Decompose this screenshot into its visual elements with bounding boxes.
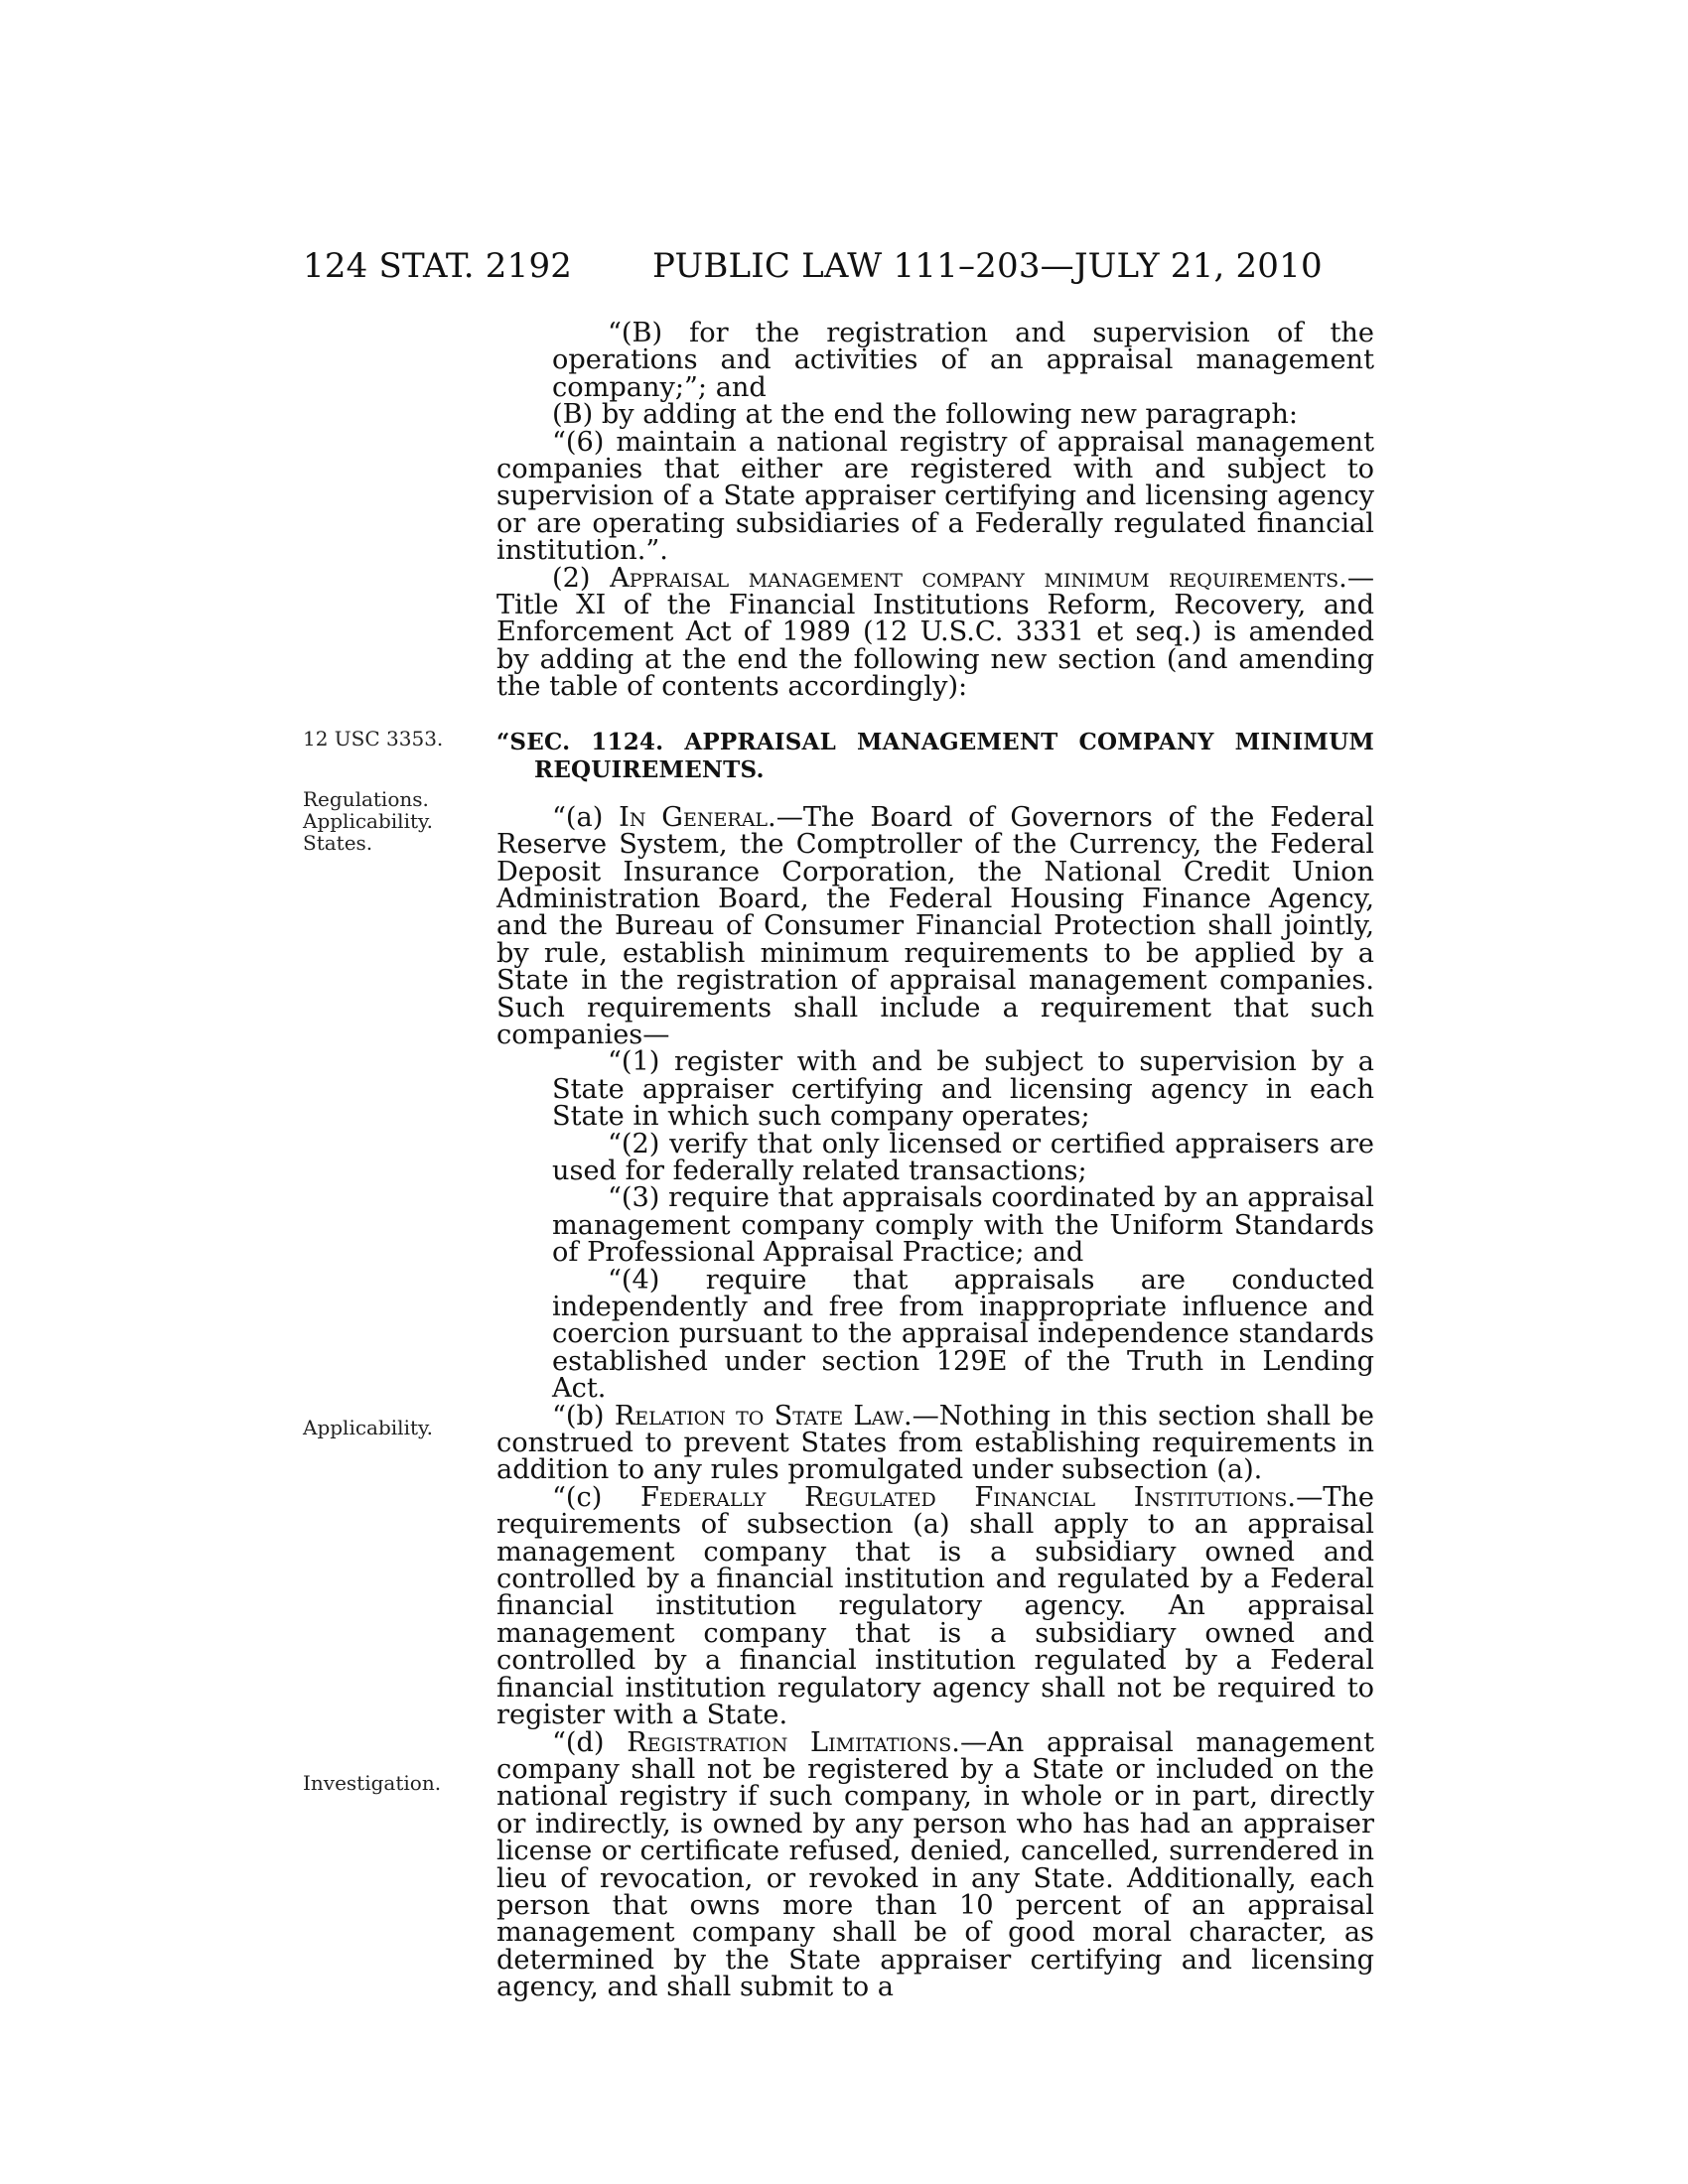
subsection-d-lead: “(d): [552, 1726, 628, 1758]
subsection-a-item-2: “(2) verify that only licensed or certified appraisers are used for federally related transactions;: [552, 1128, 1374, 1186]
subsection-c-lead: “(c): [552, 1481, 641, 1513]
subsection-a: [496, 801, 1374, 1050]
subsection-b-heading: Relation to State Law.: [614, 1400, 913, 1432]
document-body: [496, 320, 1374, 2001]
subsection-c: [496, 1481, 1374, 1731]
paragraph-b-quoted: “(B) for the registration and supervision of the operations and activities of an appraisal management company;”; and: [552, 318, 1374, 403]
page-header: [303, 246, 1326, 290]
paragraph-6: “(6) maintain a national registry of appraisal management companies that either are registered with and subject to supervision of a State appraiser certifying and licensing agency or are operating subsidiaries of a Federally regulated financial institution.”.: [496, 426, 1374, 567]
stat-page-number: 124 STAT. 2192: [303, 246, 573, 286]
margin-note-regulations: Regulations.: [303, 787, 429, 811]
subsection-d-heading: Registration Limitations.: [627, 1726, 960, 1758]
subsection-a-item-1: “(1) register with and be subject to supervision by a State appraiser certifying and licensing agency in each State in which such company operates;: [552, 1046, 1374, 1133]
paragraph-b-adding: (B) by adding at the end the following new paragraph:: [552, 399, 1298, 431]
subsection-d-text: —An appraisal management company shall not be registered by a State or included on the national registry if such company, in whole or in part, directly or indirectly, is owned by any person who has had an appraiser license or certificate refused, denied, cancelled, surrendered in lieu of revocation, or revoked in any State. Additionally, each person that owns more than 10 percent of an appraisal management company shall be of good moral character, as determined by the State appraiser certifying and licensing agency, and shall submit to a: [496, 1726, 1374, 2003]
paragraph-2-heading: Appraisal management company minimum requirements.: [610, 562, 1347, 594]
subsection-a-text: —The Board of Governors of the Federal Reserve System, the Comptroller of the Currency, the Federal Deposit Insurance Corporation, the National Credit Union Administration Board, the Federal Housing Finance Agency, and the Bureau of Consumer Financial Protection shall jointly, by rule, establish minimum requirements to be applied by a State in the registration of appraisal management companies. Such requirements shall include a requirement that such companies—: [496, 801, 1374, 1050]
paragraph-2-text: —Title XI of the Financial Institutions Reform, Recovery, and Enforcement Act of 1989 (12 U.S.C. 3331 et seq.) is amended by adding at the end the following new section (and amending the table of contents accordingly):: [496, 562, 1375, 703]
margin-note-applicability-c: Applicability.: [303, 1416, 433, 1439]
subsection-b: [496, 1400, 1374, 1486]
subsection-c-heading: Federally Regulated Financial Institutions.: [640, 1481, 1297, 1513]
subsection-b-text: —Nothing in this section shall be construed to prevent States from establishing requirements in addition to any rules promulgated under subsection (a).: [496, 1400, 1374, 1486]
margin-note-states: States.: [303, 831, 373, 855]
subsection-c-text: —The requirements of subsection (a) shall apply to an appraisal management company that is a subsidiary owned and controlled by a financial institution and regulated by a Federal financial institution regulatory agency. An appraisal management company that is a subsidiary owned and controlled by a financial institution regulated by a Federal financial institution regulatory agency shall not be required to register with a State.: [496, 1481, 1374, 1731]
margin-note-applicability: Applicability.: [303, 809, 433, 833]
paragraph-2: [496, 562, 1375, 703]
subsection-a-heading: In General.: [619, 801, 776, 833]
margin-note-usc: 12 USC 3353.: [303, 727, 444, 751]
subsection-b-lead: “(b): [552, 1400, 615, 1432]
subsection-a-item-3: “(3) require that appraisals coordinated by an appraisal management company comply with the Uniform Standards of Professional Appraisal Practice; and: [552, 1182, 1374, 1269]
law-title: PUBLIC LAW 111–203—JULY 21, 2010: [652, 246, 1323, 286]
subsection-a-lead: “(a): [552, 801, 620, 833]
section-heading: “SEC. 1124. APPRAISAL MANAGEMENT COMPANY MINIMUM REQUIREMENTS.: [496, 728, 1374, 783]
paragraph-2-lead: (2): [552, 562, 611, 594]
margin-note-investigation: Investigation.: [303, 1771, 442, 1795]
subsection-d: [496, 1726, 1374, 2003]
subsection-a-item-4: “(4) require that appraisals are conducted independently and free from inappropriate influence and coercion pursuant to the appraisal independence standards established under section 129E of the Truth in Lending Act.: [552, 1264, 1374, 1405]
